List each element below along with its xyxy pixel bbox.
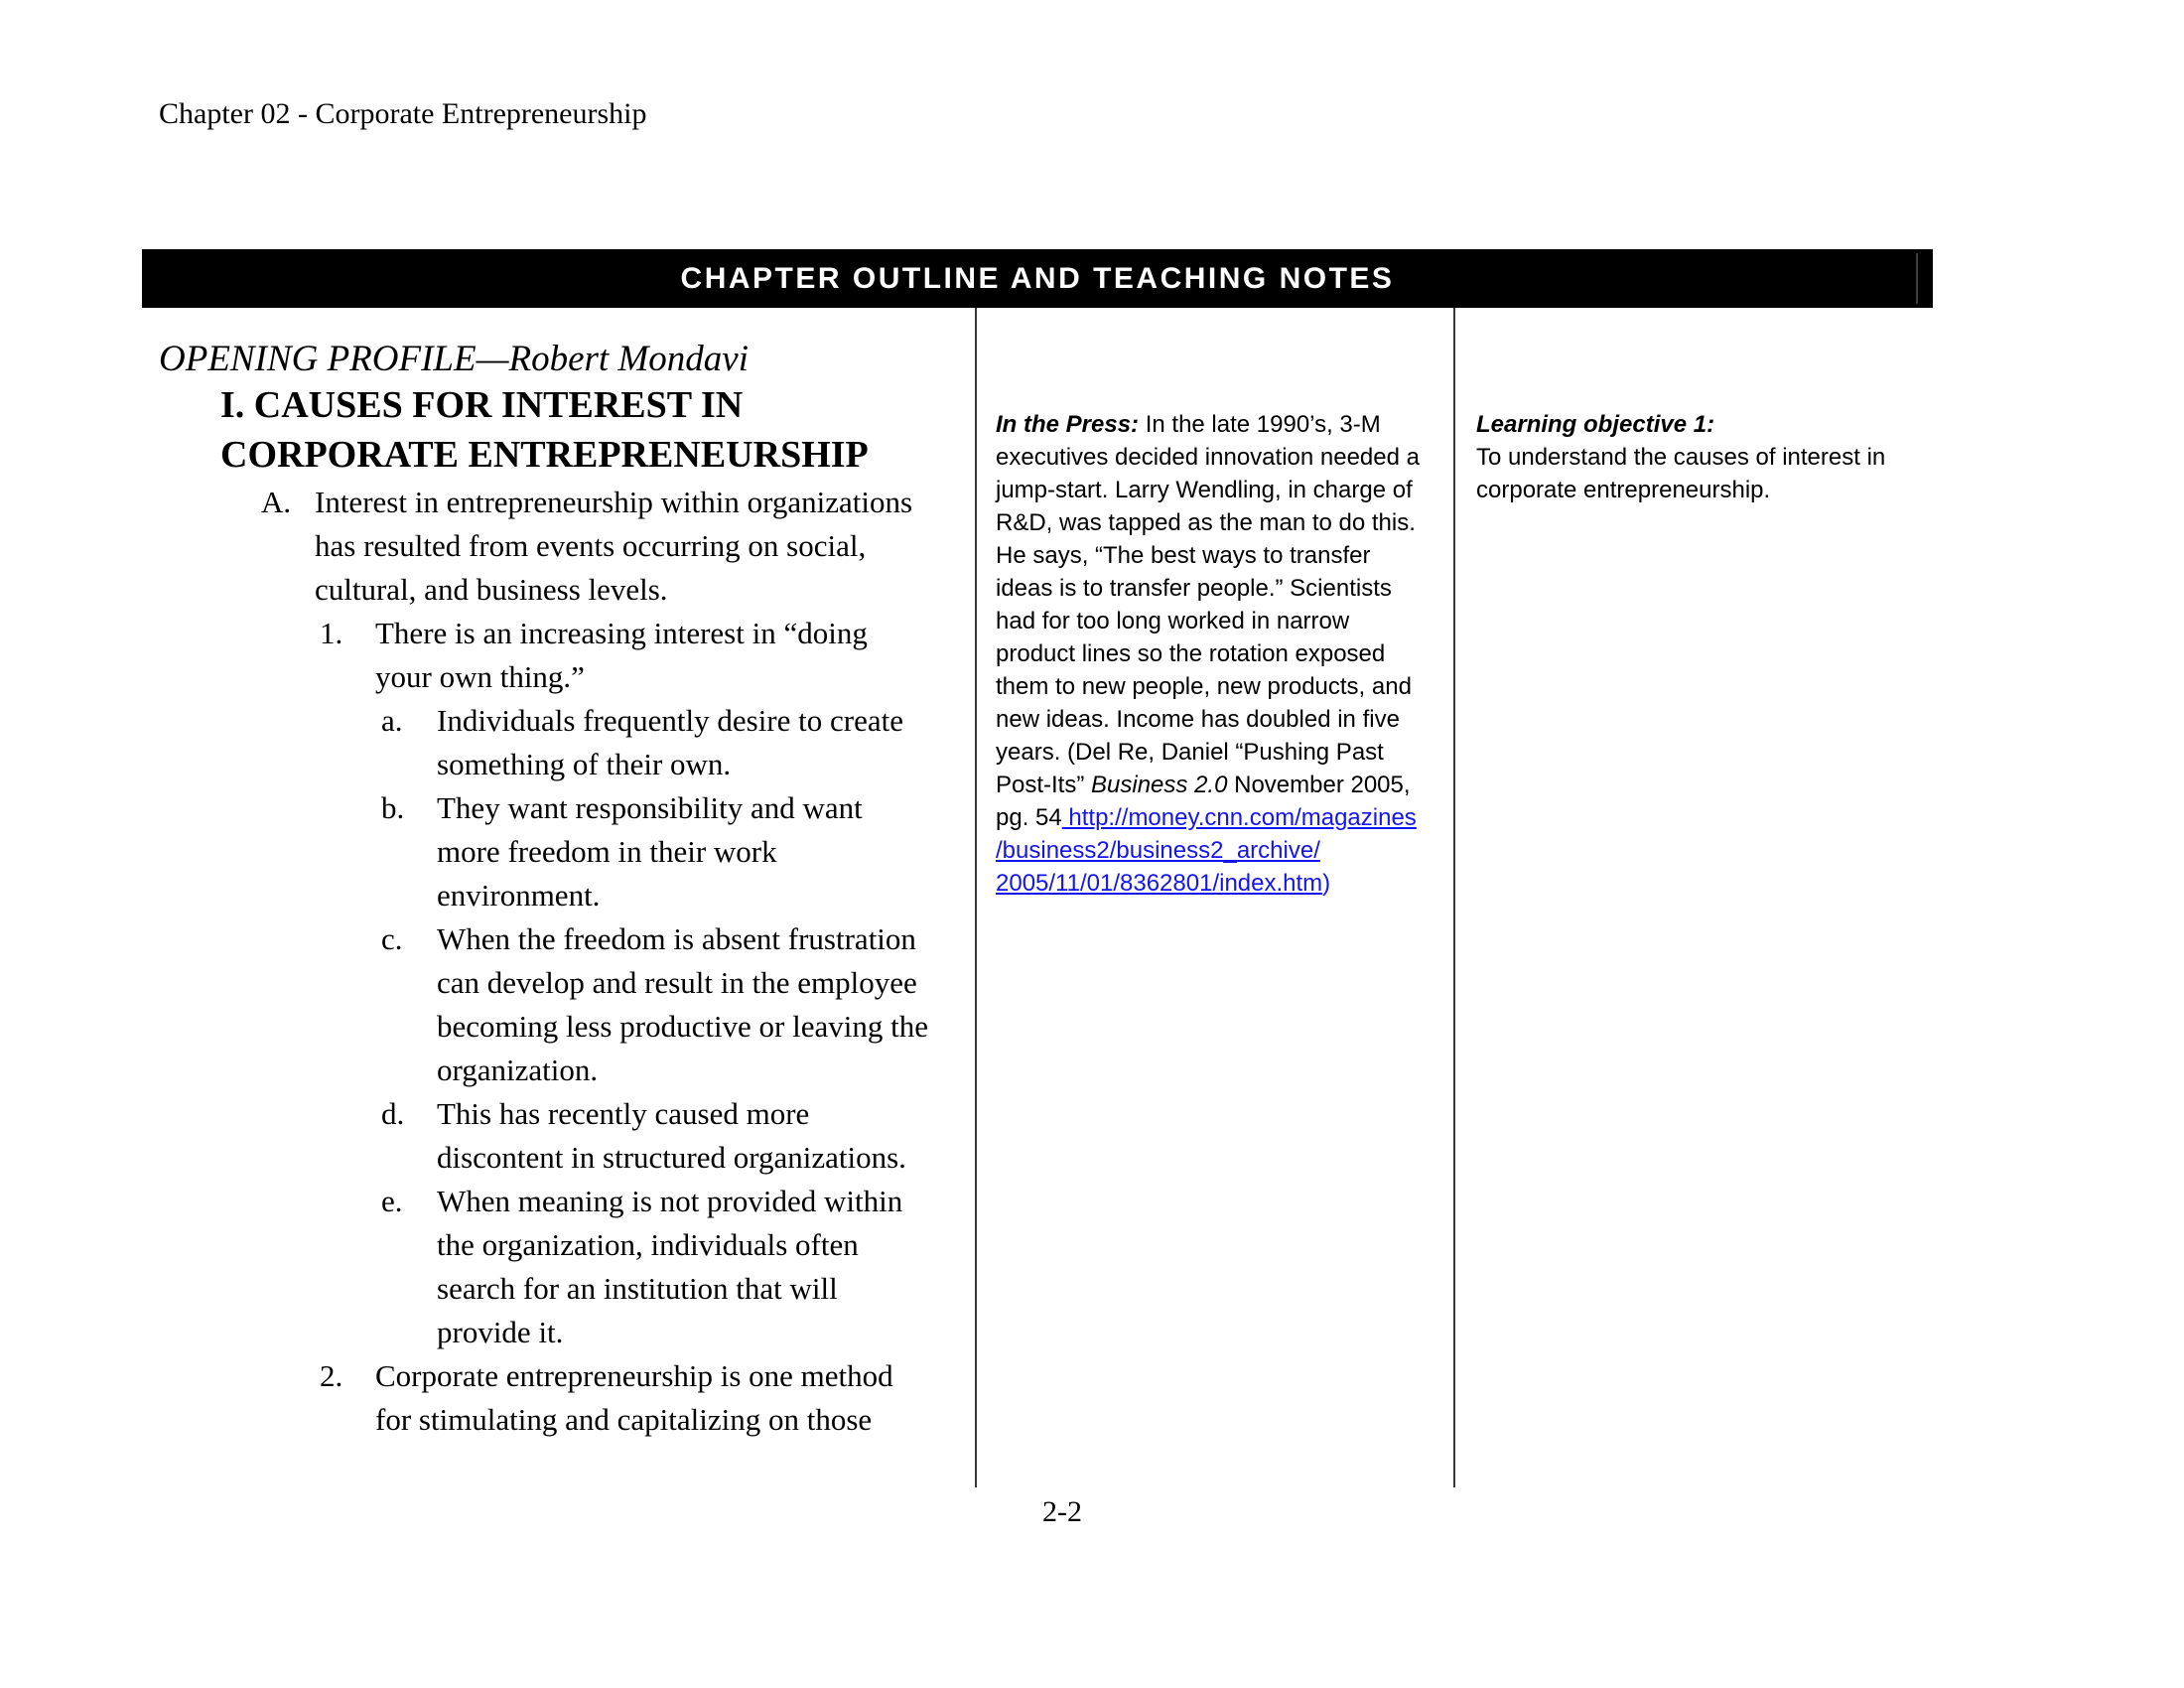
press-note-line: He says, “The best ways to transfer: [996, 542, 1371, 569]
outline-item-e: [381, 1180, 975, 1354]
outline-item-label: A.: [261, 485, 292, 519]
outline-line: more freedom in their work: [437, 834, 777, 869]
outline-line: When meaning is not provided within: [437, 1184, 903, 1218]
citation-source-title: Business 2.0: [1091, 772, 1228, 798]
outline-list: [159, 481, 975, 1442]
outline-item-label: 1.: [320, 616, 343, 650]
outline-item-2: [320, 1354, 975, 1442]
outline-line: This has recently caused more: [437, 1096, 810, 1131]
outline-line: search for an institution that will: [437, 1271, 838, 1306]
outline-item-label: b.: [381, 790, 405, 825]
learning-objective-line: corporate entrepreneurship.: [1476, 477, 1771, 503]
press-note-column: [996, 408, 1452, 900]
citation-pre: Post-Its”: [996, 772, 1092, 798]
outline-line: the organization, individuals often: [437, 1227, 859, 1262]
outline-line: for stimulating and capitalizing on those: [375, 1402, 873, 1437]
outline-heading-line1: I. CAUSES FOR INTEREST IN: [220, 384, 744, 426]
outline-line: provide it.: [437, 1315, 564, 1349]
learning-objective-label: Learning objective 1:: [1476, 411, 1715, 438]
column-divider-right: [1453, 308, 1455, 1487]
outline-line: organization.: [437, 1053, 599, 1087]
press-note-line: new ideas. Income has doubled in five: [996, 706, 1400, 733]
outline-item-b: [381, 786, 975, 917]
press-note-link-line: [996, 834, 1452, 867]
outline-item-label: d.: [381, 1096, 405, 1131]
citation-page-ref: pg. 54: [996, 804, 1062, 831]
press-note-link-line: [996, 867, 1452, 900]
closing-paren: ): [1322, 870, 1331, 897]
press-note-line: ideas is to transfer people.” Scientists: [996, 575, 1392, 602]
outline-item-text: [437, 699, 903, 786]
hyperlink[interactable]: 2005/11/01/8362801/index.htm: [996, 870, 1323, 897]
press-note-line: had for too long worked in narrow: [996, 608, 1350, 634]
press-note-line: [996, 408, 1452, 441]
press-note-line: R&D, was tapped as the man to do this.: [996, 509, 1416, 536]
outline-line: has resulted from events occurring on social,: [315, 528, 867, 563]
banner-seam-line: [1916, 253, 1918, 304]
outline-line: When the freedom is absent frustration: [437, 921, 916, 956]
outline-line: becoming less productive or leaving the: [437, 1009, 929, 1044]
outline-item-text: [375, 1354, 893, 1442]
section-banner: [142, 249, 1933, 308]
outline-line: environment.: [437, 878, 601, 913]
outline-item-text: [437, 786, 863, 917]
press-note-label: In the Press:: [996, 411, 1140, 438]
press-note-line: product lines so the rotation exposed: [996, 640, 1386, 667]
outline-line: Interest in entrepreneurship within organizations: [315, 485, 913, 519]
outline-column: [159, 339, 975, 1442]
outline-item-d: [381, 1092, 975, 1180]
outline-line: cultural, and business levels.: [315, 572, 668, 607]
outline-item-text: [375, 612, 868, 699]
press-note-link-line: [996, 801, 1452, 834]
citation-post: November 2005,: [1227, 772, 1411, 798]
outline-line: discontent in structured organizations.: [437, 1140, 906, 1175]
outline-item-c: [381, 917, 975, 1092]
hyperlink[interactable]: /business2/business2_archive/: [996, 837, 1320, 864]
outline-heading-line2: CORPORATE ENTREPRENEURSHIP: [220, 434, 869, 476]
outline-line: your own thing.”: [375, 659, 585, 694]
outline-item-text: [437, 917, 928, 1092]
outline-item-1: [320, 612, 975, 699]
outline-line: Individuals frequently desire to create: [437, 703, 903, 738]
opening-profile-heading: OPENING PROFILE—Robert Mondavi: [159, 339, 749, 379]
outline-item-label: a.: [381, 703, 403, 738]
outline-item-text: [437, 1180, 902, 1354]
outline-item-label: e.: [381, 1184, 403, 1218]
outline-item-label: 2.: [320, 1358, 343, 1393]
press-note-line: jump-start. Larry Wendling, in charge of: [996, 477, 1413, 503]
column-divider-left: [975, 308, 977, 1487]
section-banner-title: CHAPTER OUTLINE AND TEACHING NOTES: [680, 261, 1395, 295]
outline-item-text: [437, 1092, 906, 1180]
outline-item-a: [381, 699, 975, 786]
learning-objective-column: [1476, 408, 1992, 506]
outline-line: They want responsibility and want: [437, 790, 863, 825]
outline-line: Corporate entrepreneurship is one method: [375, 1358, 893, 1393]
press-note-line: them to new people, new products, and: [996, 673, 1412, 700]
outline-line: can develop and result in the employee: [437, 965, 917, 1000]
press-note-text: In the late 1990’s, 3-M: [1139, 411, 1381, 438]
press-note-line: executives decided innovation needed a: [996, 444, 1420, 471]
running-header: Chapter 02 - Corporate Entrepreneurship: [159, 97, 647, 130]
page-number: 2-2: [1042, 1495, 1082, 1528]
outline-item-label: c.: [381, 921, 403, 956]
hyperlink[interactable]: http://money.cnn.com/magazines: [1061, 804, 1417, 831]
outline-item-text: [315, 481, 912, 612]
learning-objective-line: To understand the causes of interest in: [1476, 444, 1886, 471]
outline-line: There is an increasing interest in “doing: [375, 616, 868, 650]
outline-item-A: [261, 481, 975, 612]
outline-line: something of their own.: [437, 747, 732, 781]
press-note-citation-line: [996, 769, 1452, 801]
press-note-line: years. (Del Re, Daniel “Pushing Past: [996, 739, 1384, 766]
